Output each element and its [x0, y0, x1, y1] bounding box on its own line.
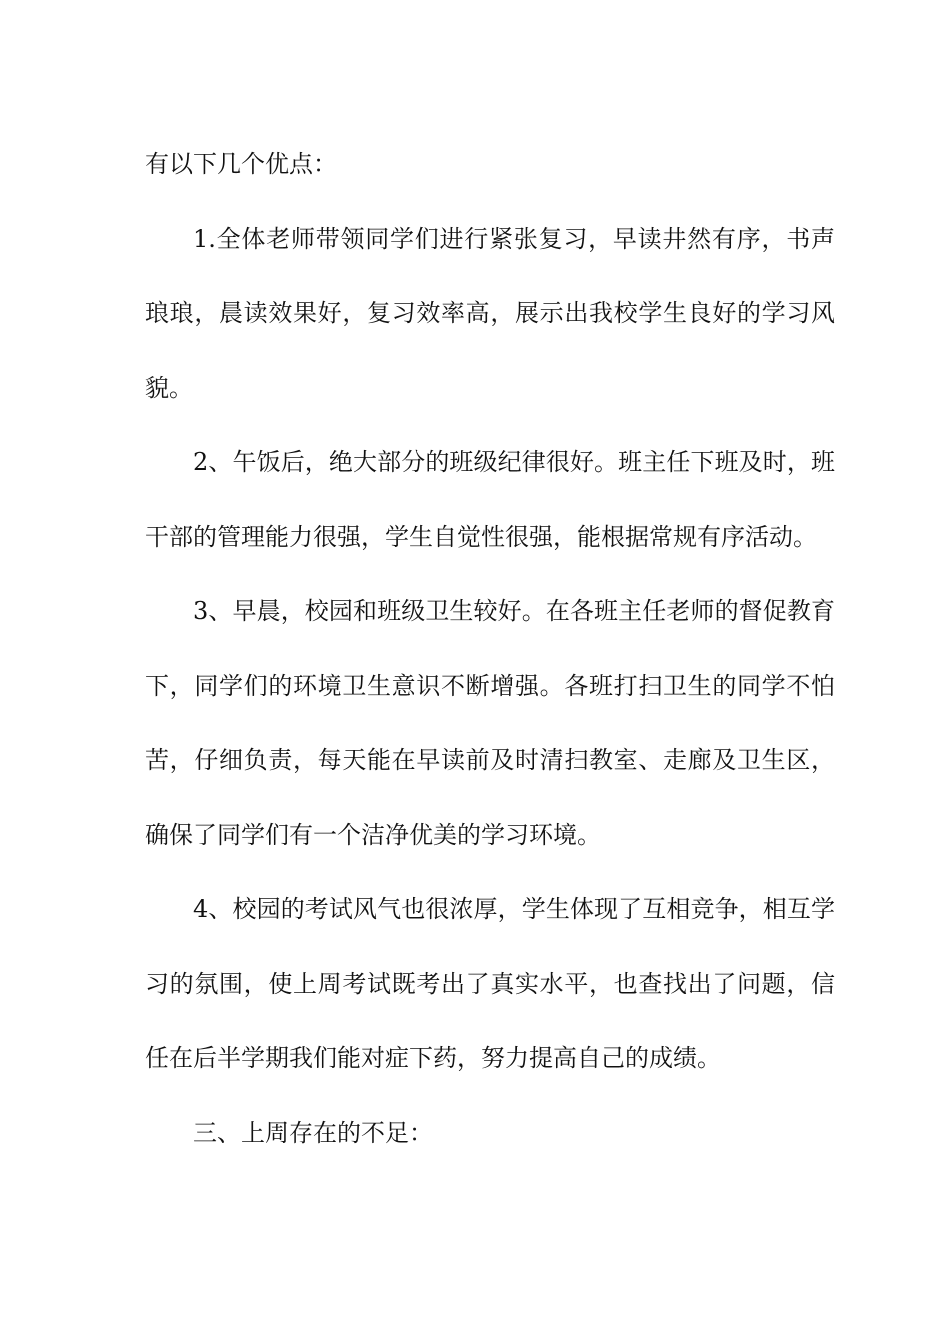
paragraph-point-3: 3、早晨，校园和班级卫生较好。在各班主任老师的督促教育下，同学们的环境卫生意识不断增强。各班打扫卫生的同学不怕苦，仔细负责，每天能在早读前及时清扫教室、走廊及卫生区，确保了同学们有一个洁净优美的学习环境。 [145, 597, 835, 849]
document-body [145, 127, 835, 1170]
paragraph-point-2: 2、午饭后，绝大部分的班级纪律很好。班主任下班及时，班干部的管理能力很强，学生自觉性很强，能根据常规有序活动。 [145, 448, 835, 551]
section-heading-shortcomings: 三、上周存在的不足： [193, 1118, 433, 1147]
paragraph-intro: 有以下几个优点： [145, 150, 337, 178]
paragraph-point-1: 1.全体老师带领同学们进行紧张复习，早读井然有序，书声琅琅，晨读效果好，复习效率高，展示出我校学生良好的学习风貌。 [145, 224, 835, 402]
paragraph-point-4: 4、校园的考试风气也很浓厚，学生体现了互相竞争，相互学习的氛围，使上周考试既考出了真实水平，也查找出了问题，信任在后半学期我们能对症下药，努力提高自己的成绩。 [145, 895, 835, 1072]
